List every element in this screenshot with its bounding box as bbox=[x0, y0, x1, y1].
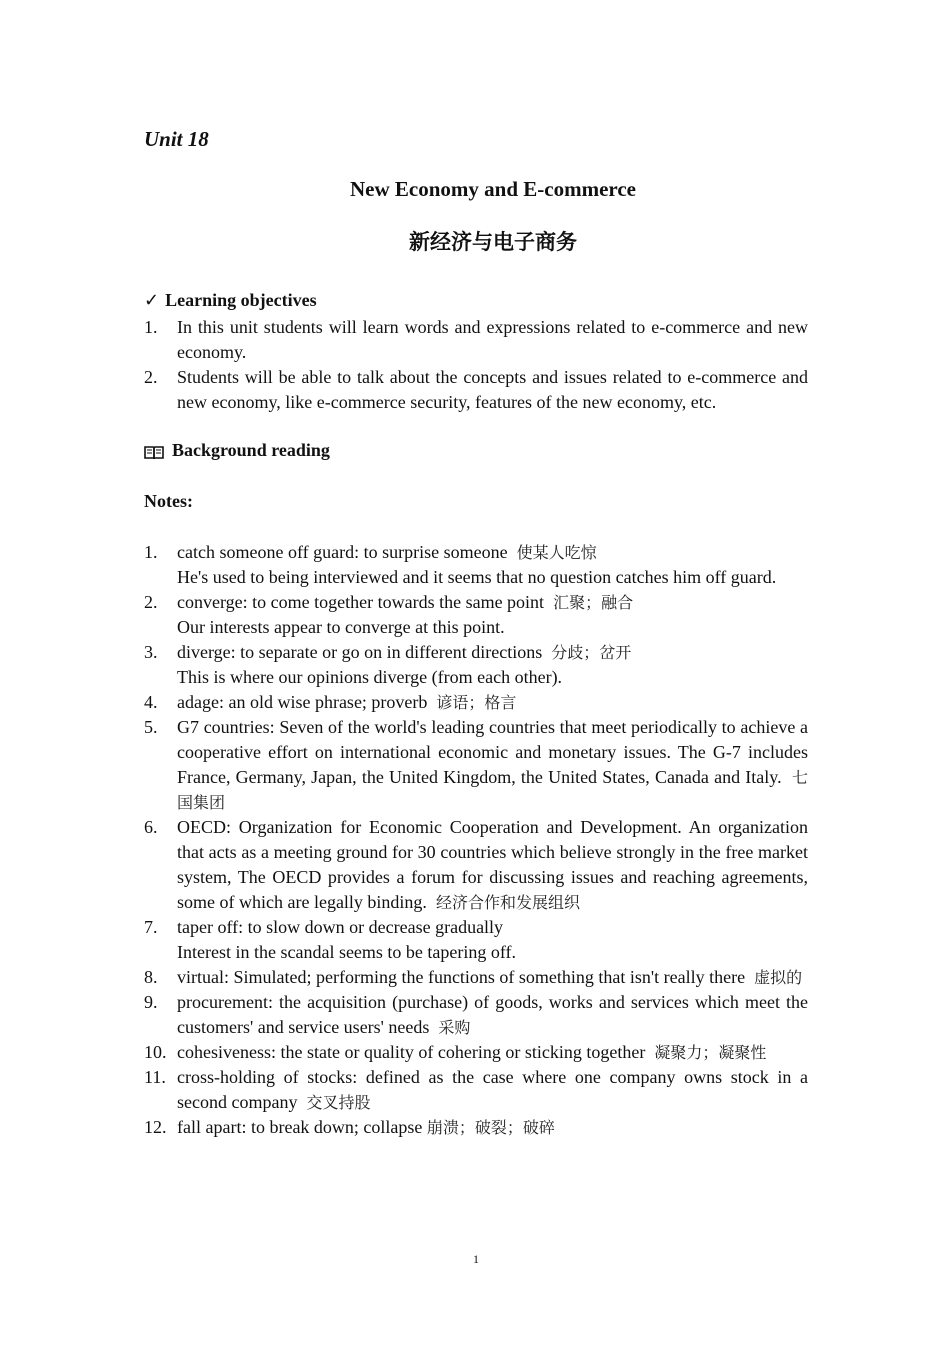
list-item-number: 2. bbox=[144, 367, 158, 387]
list-item bbox=[144, 315, 808, 365]
note-definition: cross-holding of stocks: defined as the case where one company owns stock in a second company bbox=[177, 1067, 808, 1112]
note-item bbox=[144, 1065, 808, 1115]
note-definition: converge: to come together towards the same point bbox=[177, 592, 545, 612]
learning-objectives-title: Learning objectives bbox=[165, 290, 317, 310]
note-chinese: 七国集团 bbox=[177, 768, 809, 812]
note-chinese: 虚拟的 bbox=[754, 968, 803, 987]
note-definition: G7 countries: Seven of the world's leading countries that meet periodically to achieve a cooperative effort on international economic and monetary issues. The G-7 includes France, Germany, Japan, the United Kingdom, the United States, Canada and Italy. bbox=[177, 717, 808, 787]
note-definition: diverge: to separate or go on in different directions bbox=[177, 642, 543, 662]
note-chinese: 交叉持股 bbox=[306, 1093, 371, 1112]
note-chinese: 分歧；岔开 bbox=[551, 643, 632, 662]
background-reading-title: Background reading bbox=[172, 440, 330, 460]
note-chinese: 使某人吃惊 bbox=[516, 543, 597, 562]
note-item bbox=[144, 965, 808, 990]
note-definition: procurement: the acquisition (purchase) of goods, works and services which meet the customers' and service users' needs bbox=[177, 992, 808, 1037]
note-example: This is where our opinions diverge (from each other). bbox=[177, 667, 563, 687]
note-example: Interest in the scandal seems to be tapering off. bbox=[177, 942, 517, 962]
note-chinese: 汇聚；融合 bbox=[553, 593, 634, 612]
note-item bbox=[144, 915, 808, 965]
list-item-number: 1. bbox=[144, 317, 158, 337]
book-icon bbox=[144, 444, 164, 458]
page-title-english: New Economy and E-commerce bbox=[350, 177, 636, 201]
note-number: 8. bbox=[144, 967, 158, 987]
note-chinese: 经济合作和发展组织 bbox=[435, 893, 580, 912]
list-item-text: Students will be able to talk about the concepts and issues related to e-commerce and new economy, like e-commerce security, features of the new economy, etc. bbox=[177, 367, 808, 412]
note-definition: catch someone off guard: to surprise someone bbox=[177, 542, 508, 562]
note-chinese: 采购 bbox=[438, 1018, 471, 1037]
note-number: 3. bbox=[144, 642, 158, 662]
note-number: 6. bbox=[144, 817, 158, 837]
note-chinese: 谚语；格言 bbox=[436, 693, 517, 712]
note-example: He's used to being interviewed and it seems that no question catches him off guard. bbox=[177, 567, 777, 587]
note-item bbox=[144, 640, 808, 690]
note-definition: taper off: to slow down or decrease gradually bbox=[177, 917, 504, 937]
note-item bbox=[144, 1115, 808, 1140]
learning-objectives-heading bbox=[144, 290, 317, 311]
list-item bbox=[144, 365, 808, 415]
note-example: Our interests appear to converge at this point. bbox=[177, 617, 505, 637]
note-definition: OECD: Organization for Economic Cooperation and Development. An organization that acts as a meeting ground for 30 countries which believe strongly in the free market system, The OECD provides a forum for discussing issues and reaching agreements, some of which are legally binding. bbox=[177, 817, 808, 912]
note-number: 1. bbox=[144, 542, 158, 562]
note-definition: fall apart: to break down; collapse bbox=[177, 1117, 423, 1137]
note-item bbox=[144, 590, 808, 640]
note-number: 12. bbox=[144, 1117, 167, 1137]
notes-list bbox=[144, 540, 808, 1140]
note-item bbox=[144, 990, 808, 1040]
note-number: 2. bbox=[144, 592, 158, 612]
note-number: 10. bbox=[144, 1042, 167, 1062]
note-item bbox=[144, 540, 808, 590]
note-number: 4. bbox=[144, 692, 158, 712]
note-item bbox=[144, 815, 808, 915]
note-definition: virtual: Simulated; performing the functions of something that isn't really there bbox=[177, 967, 746, 987]
note-number: 9. bbox=[144, 992, 158, 1012]
note-definition: cohesiveness: the state or quality of cohering or sticking together bbox=[177, 1042, 646, 1062]
note-chinese: 崩溃；破裂；破碎 bbox=[426, 1118, 555, 1137]
note-item bbox=[144, 690, 808, 715]
page-number: 1 bbox=[473, 1252, 479, 1266]
notes-label: Notes: bbox=[144, 491, 193, 511]
page-title-chinese: 新经济与电子商务 bbox=[409, 230, 577, 254]
learning-objectives-list bbox=[144, 315, 808, 415]
note-number: 11. bbox=[144, 1067, 166, 1087]
list-item-text: In this unit students will learn words and expressions related to e-commerce and new economy. bbox=[177, 317, 808, 362]
background-reading-heading bbox=[144, 440, 330, 461]
note-number: 7. bbox=[144, 917, 158, 937]
note-item bbox=[144, 1040, 808, 1065]
note-item bbox=[144, 715, 808, 815]
check-icon: ✓ bbox=[144, 290, 160, 311]
note-number: 5. bbox=[144, 717, 158, 737]
note-chinese: 凝聚力；凝聚性 bbox=[654, 1043, 767, 1062]
note-definition: adage: an old wise phrase; proverb bbox=[177, 692, 428, 712]
unit-label: Unit 18 bbox=[144, 127, 209, 151]
